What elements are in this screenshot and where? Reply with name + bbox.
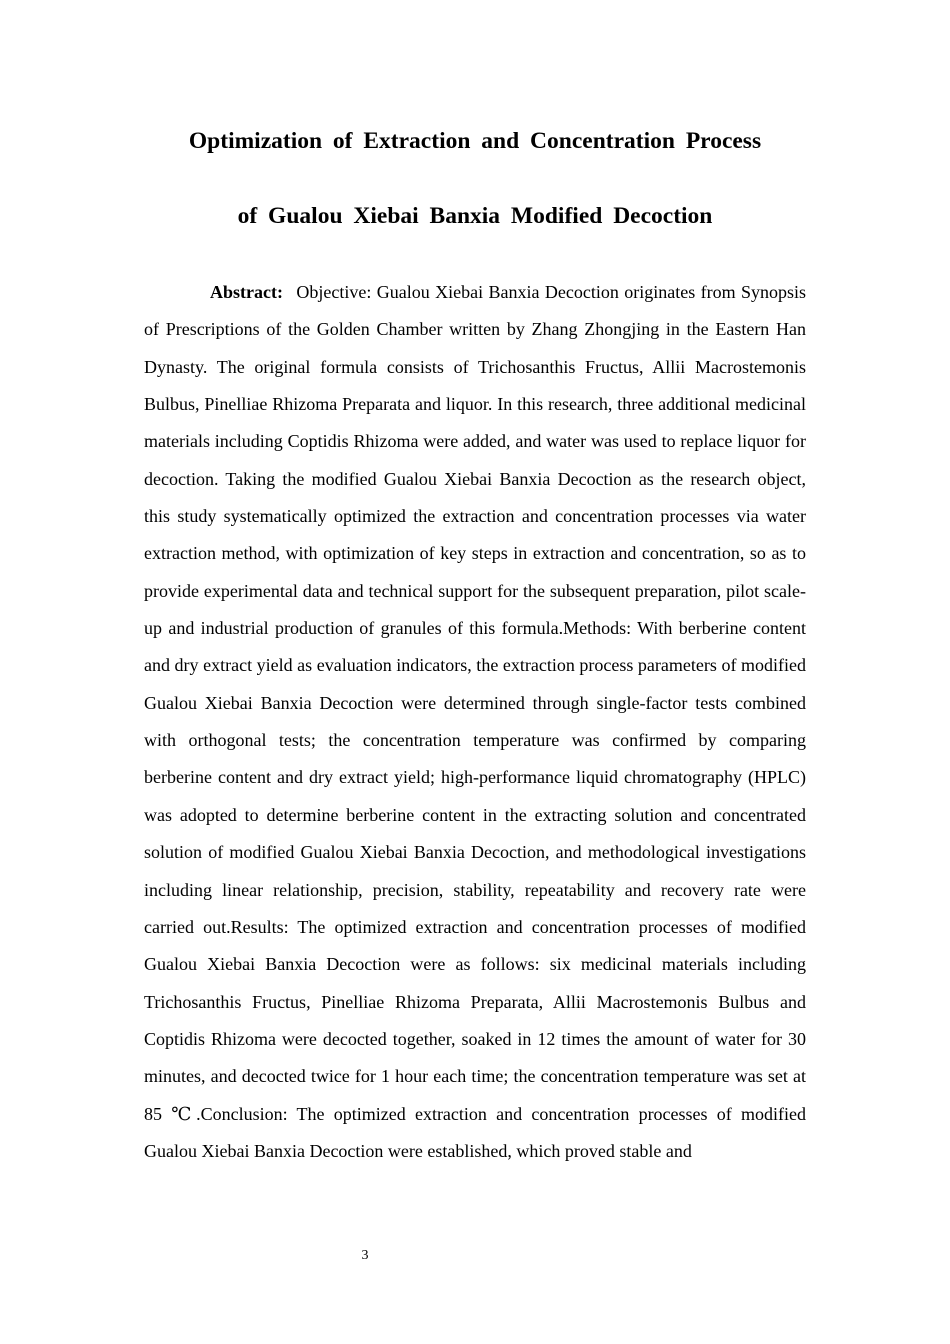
page-number: 3 xyxy=(361,1248,369,1263)
abstract-label: Abstract: xyxy=(210,282,283,302)
paper-title-line-1: Optimization of Extraction and Concentration Process xyxy=(188,128,762,154)
abstract-paragraph xyxy=(144,274,806,1170)
paper-title-line-2: of Gualou Xiebai Banxia Modified Decoction xyxy=(237,203,713,229)
abstract-text: Objective: Gualou Xiebai Banxia Decoction originates from Synopsis of Prescriptions of the Golden Chamber written by Zhang Zhongjing in the Eastern Han Dynasty. The original formula consists of Trichosanthis Fructus, Allii Macrostemonis Bulbus, Pinelliae Rhizoma Preparata and liquor. In this research, three additional medicinal materials including Coptidis Rhizoma were added, and water was used to replace liquor for decoction. Taking the modified Gualou Xiebai Banxia Decoction as the research object, this study systematically optimized the extraction and concentration processes via water extraction method, with optimization of key steps in extraction and concentration, so as to provide experimental data and technical support for the subsequent preparation, pilot scale-up and industrial production of granules of this formula.Methods: With berberine content and dry extract yield as evaluation indicators, the extraction process parameters of modified Gualou Xiebai Banxia Decoction were determined through single-factor tests combined with orthogonal tests; the concentration temperature was confirmed by comparing berberine content and dry extract yield; high-performance liquid chromatography (HPLC) was adopted to determine berberine content in the extracting solution and concentrated solution of modified Gualou Xiebai Banxia Decoction, and methodological investigations including linear relationship, precision, stability, repeatability and recovery rate were carried out.Results: The optimized extraction and concentration processes of modified Gualou Xiebai Banxia Decoction were as follows: six medicinal materials including Trichosanthis Fructus, Pinelliae Rhizoma Preparata, Allii Macrostemonis Bulbus and Coptidis Rhizoma were decocted together, soaked in 12 times the amount of water for 30 minutes, and decocted twice for 1 hour each time; the concentration temperature was set at 85 ℃.Conclusion: The optimized extraction and concentration processes of modified Gualou Xiebai Banxia Decoction were established, which proved stable and xyxy=(144,282,806,1161)
